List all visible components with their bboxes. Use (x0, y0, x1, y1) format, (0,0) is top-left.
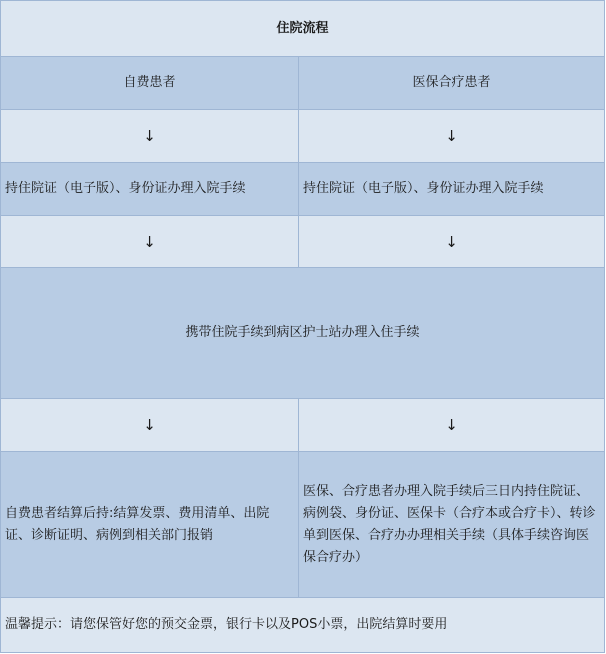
column-header-self-pay: 自费患者 (1, 57, 299, 110)
down-arrow-icon: ↓ (1, 110, 299, 163)
step2-ward-check-in: 携带住院手续到病区护士站办理入住手续 (1, 268, 605, 399)
step3-self-pay-reimbursement: 自费患者结算后持:结算发票、费用清单、出院证、诊断证明、病例到相关部门报销 (1, 452, 299, 598)
warm-tip: 温馨提示：请您保管好您的预交金票，银行卡以及POS小票，出院结算时要用 (1, 598, 605, 653)
down-arrow-icon: ↓ (299, 216, 605, 268)
down-arrow-icon: ↓ (1, 399, 299, 452)
step3-insured-procedure: 医保、合疗患者办理入院手续后三日内持住院证、病例袋、身份证、医保卡（合疗本或合疗卡）、转诊单到医保、合疗办办理相关手续（具体手续咨询医保合疗办） (299, 452, 605, 598)
down-arrow-icon: ↓ (299, 399, 605, 452)
step1-insured: 持住院证（电子版）、身份证办理入院手续 (299, 163, 605, 216)
down-arrow-icon: ↓ (1, 216, 299, 268)
column-header-insured: 医保合疗患者 (299, 57, 605, 110)
table-title: 住院流程 (1, 1, 605, 57)
down-arrow-icon: ↓ (299, 110, 605, 163)
step1-self-pay: 持住院证（电子版）、身份证办理入院手续 (1, 163, 299, 216)
